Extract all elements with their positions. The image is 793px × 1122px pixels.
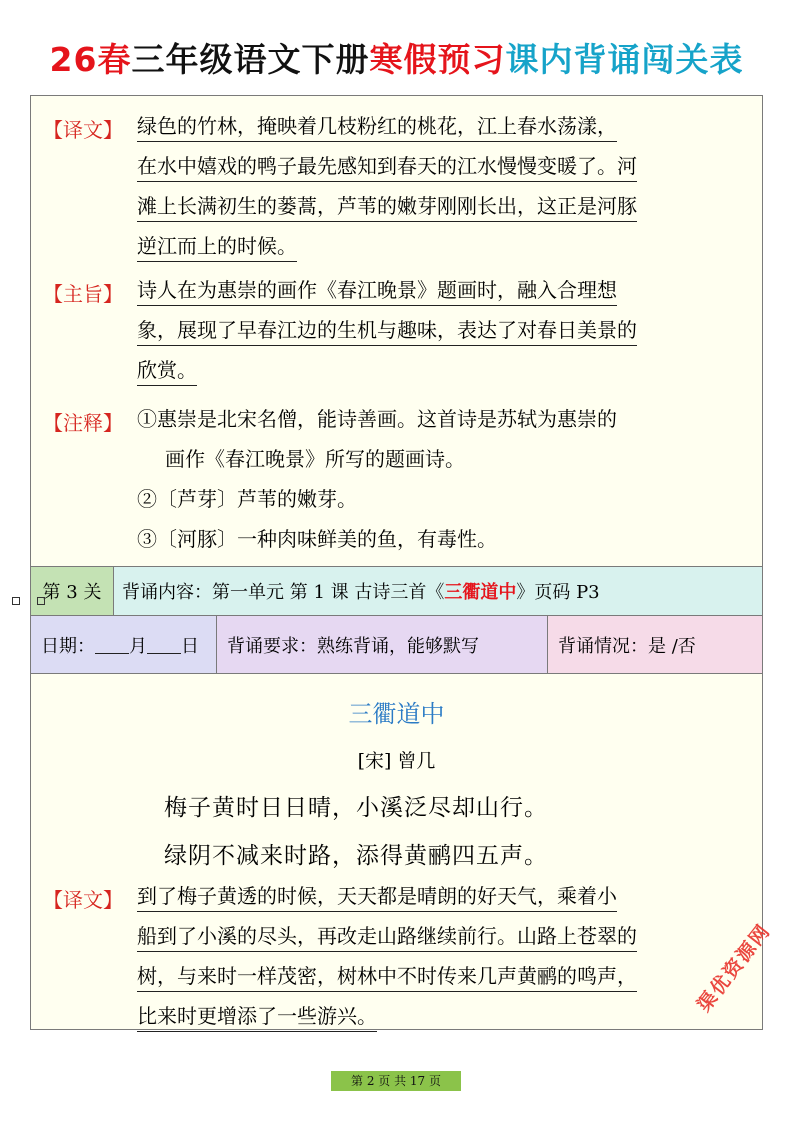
- translation-line: 到了梅子黄透的时候，天天都是晴朗的好天气，乘着小: [137, 876, 637, 916]
- page-title: 26春三年级语文下册寒假预习课内背诵闯关表: [49, 40, 744, 79]
- theme-line: 诗人在为惠崇的画作《春江晚景》题画时，融入合理想: [137, 270, 637, 310]
- poem-title: 三衢道中: [348, 700, 445, 728]
- poem-name: 三衢道中: [444, 582, 517, 603]
- page-footer: 第 2 页 共 17 页: [331, 1071, 461, 1091]
- translation-tag: 【译文】: [43, 888, 123, 912]
- month-blank[interactable]: [95, 635, 129, 654]
- day-blank[interactable]: [147, 635, 181, 654]
- theme-line: 象，展现了早春江边的生机与趣味，表达了对春日美景的: [137, 310, 637, 350]
- notes-tag: 【注释】: [43, 411, 123, 435]
- poem-author: [宋] 曾几: [357, 750, 436, 772]
- date-cell: 日期： 月 日: [31, 616, 217, 673]
- translation-line: 绿色的竹林，掩映着几枝粉红的桃花，江上春水荡漾，: [137, 106, 637, 146]
- poem-line: 绿阴不减来时路，添得黄鹂四五声。: [164, 843, 548, 869]
- level-row: [31, 566, 762, 616]
- content-cell: 背诵内容：第一单元 第 1 课 古诗三首《 三衢道中 》页码 P3: [114, 567, 762, 615]
- translation-tag: 【译文】: [43, 118, 123, 142]
- requirement-cell: 背诵要求：熟练背诵，能够默写: [217, 616, 548, 673]
- translation-line: 在水中嬉戏的鸭子最先感知到春天的江水慢慢变暖了。河: [137, 146, 637, 186]
- note-line: ①惠崇是北宋名僧，能诗善画。这首诗是苏轼为惠崇的: [137, 407, 617, 431]
- note-line: 画作《春江晚景》所写的题画诗。: [165, 447, 465, 471]
- translation-line: 滩上长满初生的蒌蒿，芦苇的嫩芽刚刚长出，这正是河豚: [137, 186, 637, 226]
- translation-line: 逆江而上的时候。: [137, 226, 637, 266]
- translation-line: 比来时更增添了一些游兴。: [137, 996, 637, 1036]
- recitation-frame: [30, 95, 763, 1030]
- translation-line: 船到了小溪的尽头，再改走山路继续前行。山路上苍翠的: [137, 916, 637, 956]
- status-cell: 背诵情况：是 /否: [548, 616, 762, 673]
- margin-square-icon: [37, 597, 45, 605]
- margin-square-icon: [12, 597, 20, 605]
- note-line: ③〔河豚〕一种肉味鲜美的鱼，有毒性。: [137, 527, 497, 551]
- info-row: [31, 616, 762, 674]
- theme-line: 欣赏。: [137, 350, 637, 390]
- note-line: ②〔芦芽〕芦苇的嫩芽。: [137, 487, 357, 511]
- level-cell: 第 3 关: [31, 567, 114, 615]
- watermark-logo: 渠优资源网: [693, 919, 776, 1017]
- theme-tag: 【主旨】: [43, 282, 123, 306]
- poem-line: 梅子黄时日日晴，小溪泛尽却山行。: [164, 795, 548, 821]
- translation-line: 树，与来时一样茂密，树林中不时传来几声黄鹂的鸣声，: [137, 956, 637, 996]
